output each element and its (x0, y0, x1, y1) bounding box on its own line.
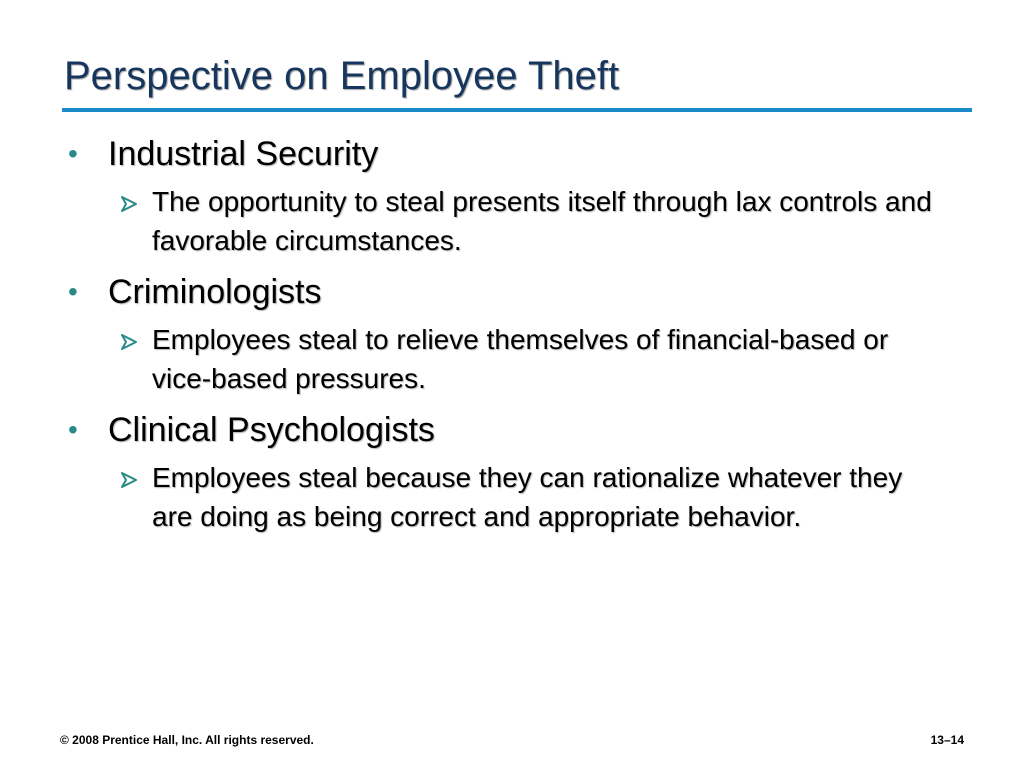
bullet-item (68, 130, 948, 260)
bullet-heading: Industrial Security (108, 135, 379, 173)
arrow-bullet-icon (120, 182, 152, 213)
sub-bullet-row (120, 458, 948, 536)
sub-bullet-text: The opportunity to steal presents itself through lax controls and favorable circumstances. (152, 186, 932, 256)
bullet-heading-row (68, 130, 948, 178)
sub-bullet-text: Employees steal to relieve themselves of financial-based or vice-based pressures. (152, 324, 889, 394)
copyright-notice: © 2008 Prentice Hall, Inc. All rights reserved. (60, 733, 314, 747)
title-divider (62, 108, 972, 112)
bullet-item (68, 406, 948, 536)
bullet-heading-row (68, 268, 948, 316)
bullet-heading-row (68, 406, 948, 454)
sub-bullet-row (120, 182, 948, 260)
bullet-heading: Criminologists (108, 273, 322, 311)
slide-number: 13–14 (930, 733, 964, 747)
slide-title: Perspective on Employee Theft (64, 54, 620, 98)
dot-bullet-icon: • (68, 414, 78, 445)
arrow-bullet-icon (120, 458, 152, 489)
dot-bullet-icon: • (68, 138, 78, 169)
sub-bullet-text: Employees steal because they can rationalize whatever they are doing as being correct and appropriate behavior. (152, 462, 903, 532)
sub-bullet-row (120, 320, 948, 398)
bullet-list (68, 130, 948, 544)
dot-bullet-icon: • (68, 276, 78, 307)
arrow-bullet-icon (120, 320, 152, 351)
bullet-item (68, 268, 948, 398)
bullet-heading: Clinical Psychologists (108, 411, 435, 449)
